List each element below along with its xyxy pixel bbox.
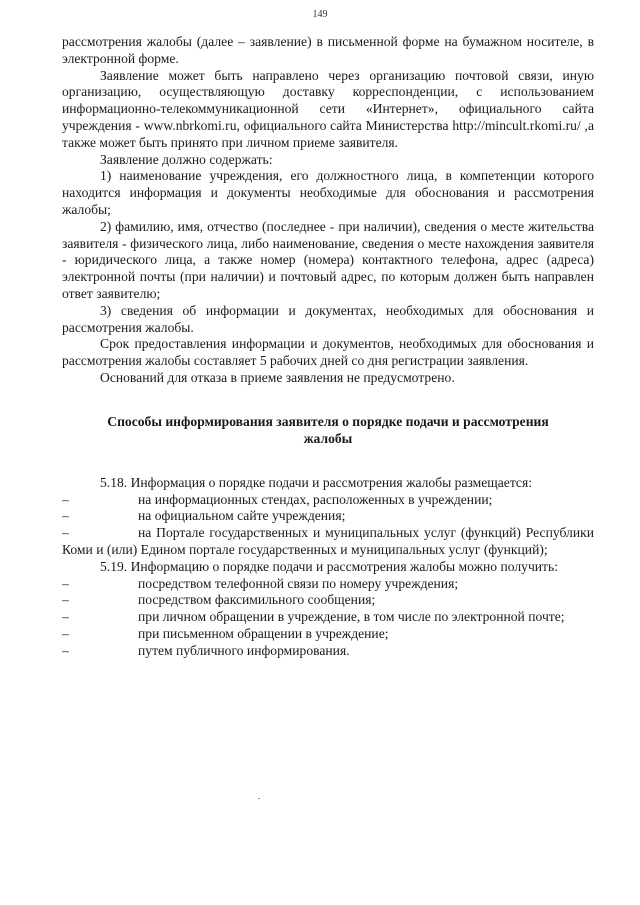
paragraph-submission-channels: Заявление может быть направлено через организацию почтовой связи, иную организацию, осуществляющую доставку корреспонденции, с использованием информационно-телекоммуникационной сети «Интернет», официального сайта учреждения - www.nbrkomi.ru, официального сайта Министерства http://mincult.rkomi.ru/ ,а также может быть принято при личном приеме заявителя.: [62, 67, 594, 150]
page-number: 149: [312, 9, 328, 20]
requirement-item-3: 3) сведения об информации и документах, необходимых для обоснования и рассмотрения жалобы.: [62, 302, 594, 335]
list-dash: –: [62, 525, 69, 541]
paragraph-requirements-intro: Заявление должно содержать:: [100, 151, 273, 167]
requirement-item-1: 1) наименование учреждения, его должностного лица, в компетенции которого находится информация и документы необходимые для обоснования и рассмотрения жалобы;: [62, 168, 594, 217]
list-item: [62, 492, 594, 509]
list-item-text: при письменном обращении в учреждение;: [138, 625, 389, 641]
list-item-text: путем публичного информирования.: [138, 642, 350, 658]
list-item: [62, 592, 594, 609]
list-item-text: при личном обращении в учреждение, в том числе по электронной почте;: [138, 609, 565, 625]
section-heading: [62, 413, 594, 447]
list-item-text: на информационных стендах, расположенных в учреждении;: [138, 491, 493, 507]
list-dash: –: [62, 592, 69, 608]
list-item: [62, 609, 594, 626]
list-item-text: на официальном сайте учреждения;: [138, 508, 346, 524]
list-item-text: посредством телефонной связи по номеру учреждения;: [138, 575, 459, 591]
requirement-item-2: 2) фамилию, имя, отчество (последнее - при наличии), сведения о месте жительства заявителя - физического лица, либо наименование, сведения о месте нахождения заявителя - юридического лица, а также номер (номера) контактного телефона, адрес (адреса) электронной почты (при наличии) и почтовый адрес, по которым должен быть направлен ответ заявителю;: [62, 218, 594, 301]
list-item: [62, 626, 594, 643]
scan-speck: [258, 798, 260, 799]
list-dash: –: [62, 575, 69, 591]
list-item: [62, 508, 594, 525]
document-body: [62, 34, 594, 660]
clause-5-19: 5.19. Информацию о порядке подачи и рассмотрения жалобы можно получить:: [100, 558, 558, 574]
list-dash: –: [62, 491, 69, 507]
section-heading-line-2: жалобы: [303, 430, 353, 446]
paragraph-no-refusal: Оснований для отказа в приеме заявления не предусмотрено.: [100, 369, 455, 385]
list-item: [62, 525, 594, 559]
section-heading-line-1: Способы информирования заявителя о порядке подачи и рассмотрения: [107, 413, 549, 429]
list-item: [62, 643, 594, 660]
list-dash: –: [62, 642, 69, 658]
paragraph-deadline: Срок предоставления информации и документов, необходимых для обоснования и рассмотрения жалобы составляет 5 рабочих дней со дня регистрации заявления.: [62, 336, 594, 369]
list-dash: –: [62, 508, 69, 524]
list-item: [62, 576, 594, 593]
list-dash: –: [62, 625, 69, 641]
paragraph-1: рассмотрения жалобы (далее – заявление) в письменной форме на бумажном носителе, в электронной форме.: [62, 34, 594, 66]
list-dash: –: [62, 609, 69, 625]
clause-5-18: 5.18. Информация о порядке подачи и рассмотрения жалобы размещается:: [100, 474, 532, 490]
list-item-text: посредством факсимильного сообщения;: [138, 592, 376, 608]
list-item-text: на Портале государственных и муниципальных услуг (функций) Республики Коми и (или) Едином портале государственных и муниципальных услуг (функций);: [62, 525, 594, 557]
